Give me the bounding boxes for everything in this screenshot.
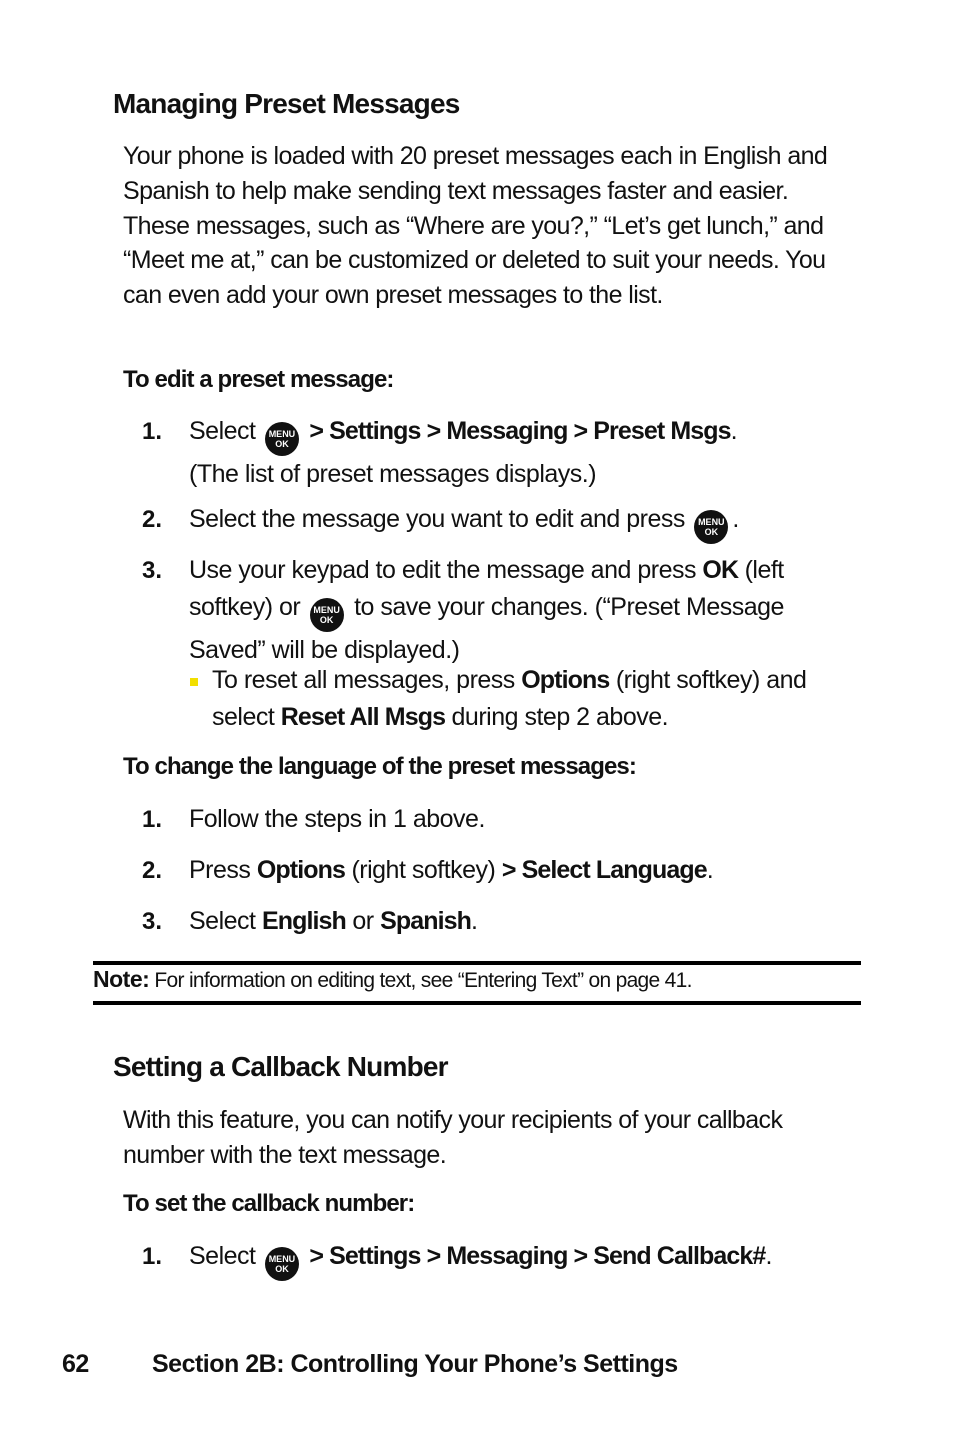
lang-step-1: Follow the steps in 1 above. bbox=[189, 805, 485, 833]
step-number: 1. bbox=[142, 806, 163, 833]
footer-section-title: Section 2B: Controlling Your Phone’s Settings bbox=[152, 1350, 678, 1378]
menu-path: > Settings > Messaging > Preset Msgs bbox=[309, 417, 731, 445]
note bbox=[93, 966, 692, 993]
menu-ok-key-icon: MENU OK bbox=[265, 1247, 299, 1281]
section-title-managing-preset: Managing Preset Messages bbox=[113, 88, 460, 119]
step-number: 2. bbox=[142, 506, 163, 533]
note-label: Note: bbox=[93, 966, 150, 992]
callback-step-1: Select MENU OK > Settings > Messaging > Send Callback#. bbox=[189, 1238, 772, 1281]
step-number: 3. bbox=[142, 557, 163, 584]
edit-step-1: Select MENU OK > Settings > Messaging > Preset Msgs. (The list of preset messages displays.) bbox=[189, 417, 738, 488]
section-title-callback: Setting a Callback Number bbox=[113, 1051, 448, 1082]
intro-paragraph: Your phone is loaded with 20 preset messages each in English and Spanish to help make sending text messages faster and easier. These messages, such as “Where are you?,” “Let’s get lunch,” and “Meet me at,” can be customized or deleted to suit your needs. You can even add your own preset messages to the list. bbox=[123, 142, 828, 310]
menu-path: > Settings > Messaging > Send Callback# bbox=[309, 1242, 766, 1270]
step-number: 2. bbox=[142, 857, 163, 884]
lang-step-2: Press Options (right softkey) > Select Language. bbox=[189, 856, 714, 884]
language-heading: To change the language of the preset messages: bbox=[123, 753, 636, 780]
lang-step-3: Select English or Spanish. bbox=[189, 907, 478, 935]
note-text: For information on editing text, see “Entering Text” on page 41. bbox=[154, 969, 692, 992]
edit-heading: To edit a preset message: bbox=[123, 366, 394, 393]
menu-ok-key-icon: MENU OK bbox=[265, 422, 299, 456]
reset-bullet: To reset all messages, press Options (right softkey) and select Reset All Msgs during step 2 above. bbox=[212, 666, 807, 731]
edit-step-3: Use your keypad to edit the message and press OK (left softkey) or MENU OK to save your changes. (“Preset Message Saved” will be displayed.) bbox=[189, 556, 784, 664]
menu-ok-key-icon: MENU OK bbox=[310, 598, 344, 632]
menu-ok-key-icon: MENU OK bbox=[694, 510, 728, 544]
page-number: 62 bbox=[62, 1350, 89, 1378]
edit-step-2: Select the message you want to edit and press MENU OK . bbox=[189, 501, 739, 544]
bullet-icon bbox=[190, 678, 198, 686]
note-bottom-rule bbox=[93, 1001, 861, 1005]
step-number: 1. bbox=[142, 1243, 163, 1270]
callback-intro: With this feature, you can notify your recipients of your callback number with the text message. bbox=[123, 1106, 783, 1169]
step-number: 3. bbox=[142, 908, 163, 935]
callback-heading: To set the callback number: bbox=[123, 1190, 415, 1217]
step-number: 1. bbox=[142, 418, 163, 445]
note-top-rule bbox=[93, 961, 861, 965]
